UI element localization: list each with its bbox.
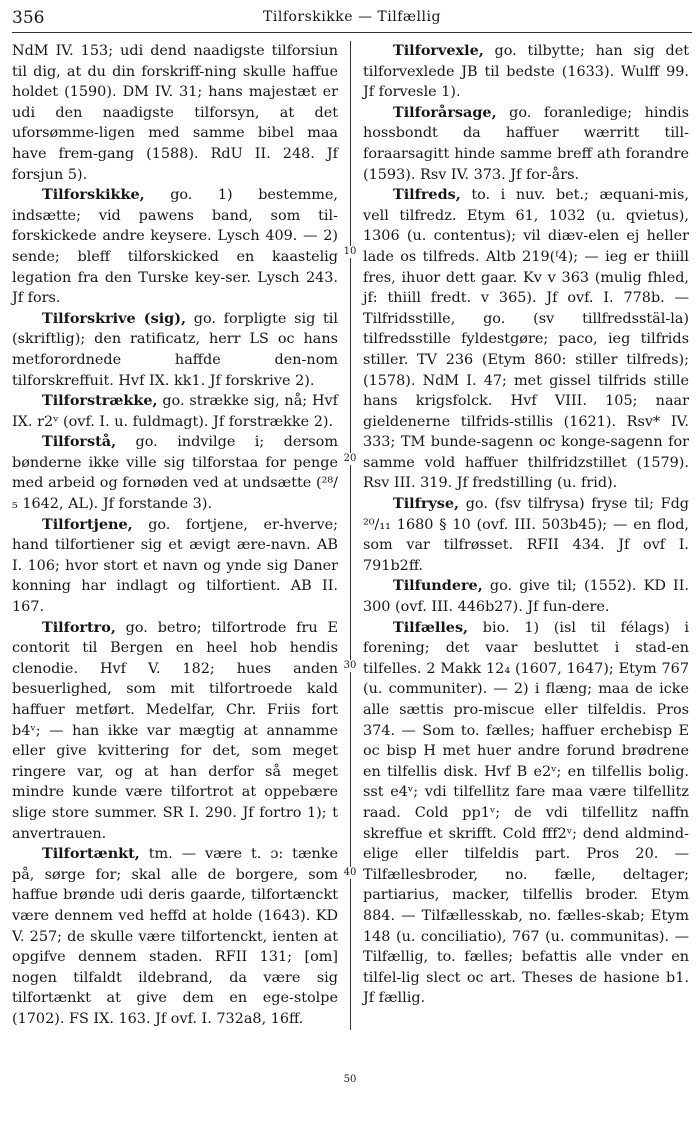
entry-headword: Tilfreds, — [393, 186, 461, 204]
dictionary-entry — [363, 576, 689, 617]
line-number: 10 — [338, 246, 362, 258]
dictionary-entry — [363, 185, 689, 494]
entry-headword: Tilforårsage, — [393, 103, 497, 121]
entry-text: go. foranledige; hindis hossbondt da haffuer wærritt till-foraarsagitt hinde samme breff ath forandre (1593). Rsv IV. 373. Jf for-års. — [363, 104, 689, 183]
dictionary-entry — [12, 515, 338, 618]
entry-text: bio. 1) (isl til félags) i forening; det vaar besluttet i stad-en tilfelles. 2 Makk 12₄ (1607, 1647); Etym 767 (u. communiter). — 2) i flæng; maa de icke alle sættis pro-miscue eller tilfeldis. Pros 374. — Som to. fælles; haffuer erchebisp E oc bisp H met huer andre forund brødrene en tilfellis disk. Hvf B e2ᵛ; en tilfellis bolig. sst e4ᵛ; vdi tilfellitz fare maa være tilfellitz raad. Cold pp1ᵛ; de vdi tilfellitz naffn skreffue et skrifft. Cold fff2ᵛ; dend aldmind-elige eller tilfeldis part. Pros 20. — Tilfællesbroder, no. fælle, deltager; partiarius, macker, tilfellis broder. Etym 884. — Tilfællesskab, no. fælles-skab; Etym 148 (u. conciliatio), 767 (u. communitas). — Tilfællig, to. fælles; befattis alle vnder en tilfel-lig slect oc art. Theses de hasione b1. Jf fællig. — [363, 619, 689, 1007]
dictionary-entry — [12, 185, 338, 309]
dictionary-entry — [363, 41, 689, 103]
page-header — [12, 6, 692, 33]
dictionary-entry — [12, 618, 338, 845]
text-columns — [12, 41, 692, 1085]
column-divider — [343, 41, 357, 1085]
entry-text: go. fortjene, er-hverve; hand tilfortiener sig et ævigt ære-navn. AB I. 106; hvor stort et navn og ynde sig Daner konning har indlagt og tilfortient. AB II. 167. — [12, 516, 338, 616]
entry-text: go. give til; (1552). KD II. 300 (ovf. III. 446b27). Jf fun-dere. — [363, 578, 689, 616]
entry-text: go. forpligte sig til (skriftlig); den ratificatz, herr LS oc hans metforordnede haffde den-nom tilforskreffuit. Hvf IX. kk1. Jf forskrive 2). — [12, 310, 339, 389]
line-number: 40 — [338, 867, 362, 879]
dictionary-entry — [363, 494, 689, 576]
entry-text: go. indvilge i; dersom bønderne ikke ville sig tilforstaa for penge med arbeid og fornøden ved at undsætte (²⁸/₅ 1642, AL). Jf forstande 3). — [12, 434, 338, 513]
dictionary-entry — [363, 103, 689, 185]
line-number: 20 — [338, 453, 362, 465]
right-column — [351, 41, 689, 1030]
dictionary-entry — [12, 41, 338, 185]
entry-headword: Tilfundere, — [393, 577, 483, 595]
page-number: 356 — [12, 8, 45, 28]
entry-headword: Tilforskrive (sig), — [42, 309, 187, 327]
running-head: Tilforskikke — Tilfællig — [263, 9, 441, 25]
entry-headword: Tilfortænkt, — [42, 845, 140, 863]
line-number: 30 — [338, 660, 362, 672]
entry-headword: Tilfryse, — [393, 495, 460, 513]
dictionary-entry — [12, 432, 338, 514]
left-column — [12, 41, 350, 1030]
dictionary-entry — [363, 618, 689, 1009]
entry-headword: Tilfælles, — [393, 618, 469, 636]
entry-headword: Tilforstrække, — [42, 392, 158, 410]
dictionary-entry — [12, 309, 338, 391]
entry-text: go. tilbytte; han sig det tilforvexlede JB til bedste (1633). Wulff 99. Jf forvesle 1). — [363, 43, 689, 101]
entry-text: go. strække sig, nå; Hvf IX. r2ᵛ (ovf. I. u. fuldmagt). Jf forstrække 2). — [12, 393, 338, 430]
line-number: 50 — [338, 1074, 362, 1086]
dictionary-entry — [12, 844, 338, 1029]
entry-headword: Tilforskikke, — [42, 186, 145, 204]
entry-text: go. (fsv tilfrysa) fryse til; Fdg ²⁰/₁₁ 1680 § 10 (ovf. III. 503b45); — en flod, som var tilfrøsset. RFII 434. Jf ovf I. 791b2ff. — [363, 496, 689, 574]
dictionary-entry — [12, 391, 338, 432]
entry-text: tm. — være t. ɔ: tænke på, sørge for; skal alle de borgere, som haffue brønde udi deris gaarde, tilfortænckt være dennem ved heffd at holde (1643). KD V. 257; de skulle være tilfortenckt, ienten at opgifve dennem staden. RFII 131; [om] nogen tilfaldt ildebrand, da være sig tilfortænkt at give dem en ege-stolpe (1702). FS IX. 163. Jf ovf. I. 732a8, 16ff. — [12, 846, 338, 1027]
entry-headword: Tilforstå, — [42, 433, 117, 451]
entry-text: NdM IV. 153; udi dend naadigste tilforsiun til dig, at du din forskriff-ning skulle haffue holdet (1590). DM IV. 31; hans majestæt er udi den naadigste tilforsyn, at det uforsømme-ligen med samme bibel maa have frem-gang (1588). RdU II. 248. Jf forsjun 5). — [12, 43, 338, 183]
entry-text: to. i nuv. bet.; æquani-mis, vell tilfredz. Etym 61, 1032 (u. qvietus), 1306 (u. contentus); vil diæv-elen ej heller lade os tilfreds. Altb 219(ᶠ4); — ieg er thiill fres, ihuor dett gaar. Kv v 363 (mulig fhled, jf: thiill fredt. v 365). Jf ovf. I. 778b. — Tilfridsstille, go. (sv tillfredsstäl-la) tilfredsstille fyldestgøre; paco, ieg tilfrids stiller. TV 236 (Etym 860: stiller tilfreds); (1578). NdM I. 47; met gissel tilfrids stille hans krigsfolck. Hvf VIII. 105; naar gieldenerne tilfrids-stillis (1621). Rsv* IV. 333; TM bunde-sagenn oc konge-sagenn for samme vold haffuer thilfridzstillet (1579). Rsv III. 319. Jf fredstilling (u. frid). — [363, 187, 689, 492]
entry-headword: Tilfortro, — [42, 618, 116, 636]
entry-text: go. 1) bestemme, indsætte; vid pawens band, som til-forskickede andre keysere. Lysch 409. — 2) sende; bleff tilforskicked en kaastelig legation fra den Turske key-ser. Lysch 243. Jf fors. — [12, 187, 338, 307]
entry-headword: Tilfortjene, — [42, 515, 133, 533]
entry-text: go. betro; tilfortrode fru E contorit til Bergen en heel hob hendis clenodie. Hvf V. 182; hues anden besuerlighed, som mit tilfortroede kald haffuer metført. Medelfar, Chr. Friis fort b4ᵛ; — han ikke var mægtig at annamme eller give kvittering for det, som meget ringere var, og at han derfor så meget mindre kunde være tilfortrot at oppebære slige store summer. SR I. 290. Jf fortro 1); t anvertrauen. — [12, 619, 338, 842]
entry-headword: Tilforvexle, — [393, 42, 484, 59]
